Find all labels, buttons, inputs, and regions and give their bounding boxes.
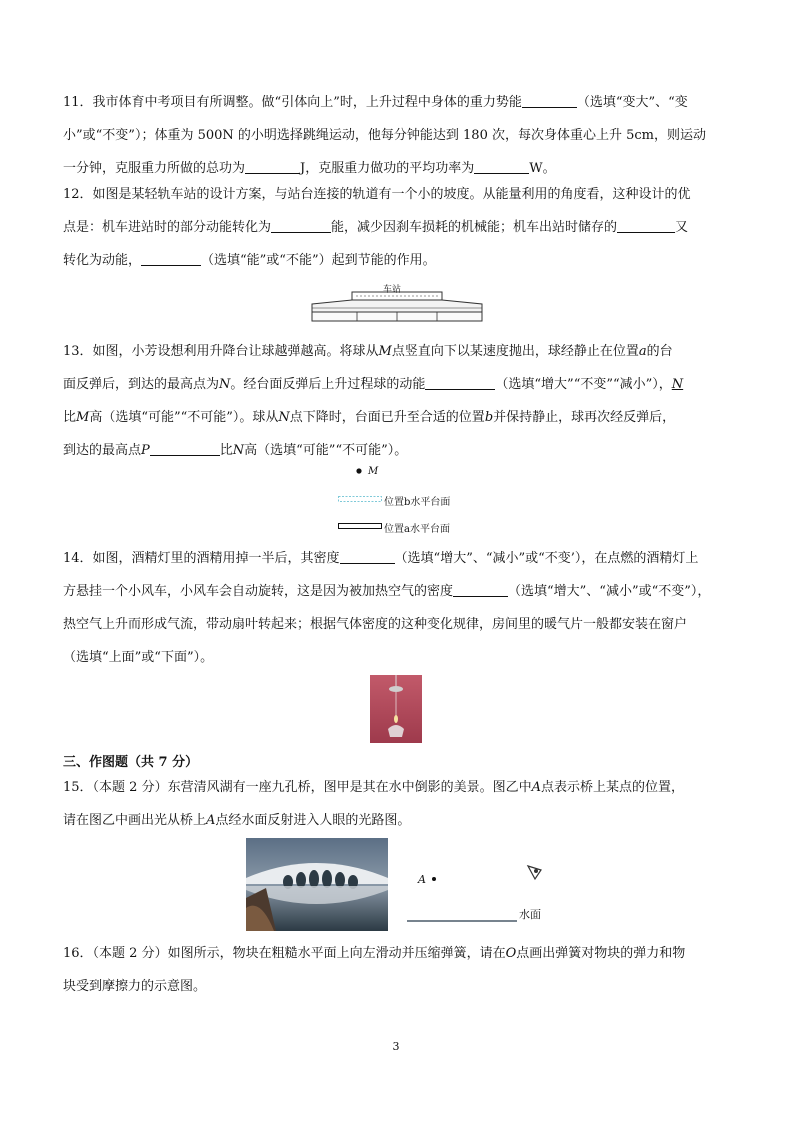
- symbol-N: N: [278, 410, 290, 425]
- page-number: 3: [392, 1040, 400, 1053]
- q12-text: 转化为动能，: [63, 253, 142, 268]
- q12-text: 点是：机车进站时的部分动能转化为: [63, 220, 272, 235]
- answer-blank: [150, 441, 220, 456]
- eye-icon: [525, 862, 545, 882]
- ball-dot-icon: [354, 466, 364, 476]
- symbol-A: A: [206, 813, 216, 828]
- q15-text: 点表示桥上某点的位置，: [540, 780, 684, 795]
- point-A-dot-icon: [430, 875, 438, 883]
- fig-label-M: M: [368, 466, 379, 477]
- symbol-a: a: [638, 344, 647, 359]
- water-surface-label: 水面: [519, 908, 541, 921]
- answer-blank: [271, 218, 331, 233]
- q12-text: 又: [675, 220, 689, 235]
- fig-label-A: A: [418, 873, 426, 886]
- q12-text: 能，减少因刹车损耗的机械能；机车出站时储存的: [331, 220, 618, 235]
- q14-text: 14．如图，酒精灯里的酒精用掉一半后，其密度: [63, 551, 340, 566]
- q13-text: 比: [219, 443, 233, 458]
- answer-blank: [425, 375, 495, 390]
- answer-blank: [474, 159, 529, 174]
- q14-text: （选填“上面”或“下面”）。: [63, 650, 214, 665]
- q11-text: 小”或“不变”）；体重为 500N 的小明选择跳绳运动，他每分钟能达到 180 次，每次身体重心上升 5cm，则运动: [63, 128, 706, 143]
- q15-text: 点经水面反射进入人眼的光路图。: [215, 813, 411, 828]
- symbol-N: N: [671, 377, 684, 392]
- platform-b-label: 位置b水平台面: [384, 497, 451, 508]
- platform-b-icon: [338, 496, 382, 504]
- q13-text: 点下降时，台面已升至合适的位置: [289, 410, 485, 425]
- question-13: [63, 335, 735, 467]
- question-15: [63, 771, 735, 837]
- station-label: 车站: [383, 285, 402, 295]
- symbol-N: N: [219, 377, 231, 392]
- symbol-P: P: [141, 443, 150, 458]
- q11-text: J，克服重力做功的平均功率为: [300, 161, 475, 176]
- q13-text: 面反弹后，到达的最高点为: [63, 377, 220, 392]
- q13-text: 高（选填“可能”“不可能”）。球从: [89, 410, 279, 425]
- section-heading: 三、作图题（共 7 分）: [63, 755, 199, 770]
- q13-text: 到达的最高点: [63, 443, 142, 458]
- q13-text: 比: [63, 410, 77, 425]
- answer-blank: [141, 251, 201, 266]
- q11-text: 11．我市体育中考项目有所调整。做“引体向上”时，上升过程中身体的重力势能: [63, 95, 522, 110]
- q14-text: 热空气上升而形成气流，带动扇叶转起来；根据气体密度的这种变化规律，房间里的暖气片一般都安装在窗户: [63, 617, 688, 632]
- platform-a-label: 位置a水平台面: [384, 524, 450, 535]
- q14-text: （选填“增大”、“减小”或“不变’），在点燃的酒精灯上: [394, 551, 699, 566]
- answer-blank: [245, 159, 300, 174]
- question-14: [63, 542, 735, 674]
- q11-text: W。: [529, 161, 556, 176]
- bridge-photo: [246, 838, 388, 931]
- symbol-M: M: [378, 344, 392, 359]
- q13-text: 并保持静止，球再次经反弹后，: [493, 410, 676, 425]
- question-16: [63, 937, 735, 1003]
- q12-text: 12．如图是某轻轨车站的设计方案，与站台连接的轨道有一个小的坡度。从能量利用的角度看，这种设计的优: [63, 187, 691, 202]
- symbol-M: M: [76, 410, 90, 425]
- symbol-N: N: [232, 443, 245, 458]
- answer-blank: [340, 549, 395, 564]
- q16-text: 16．（本题 2 分）如图所示，物块在粗糙水平面上向左滑动并压缩弹簧，请在: [63, 946, 506, 961]
- answer-blank: [522, 93, 577, 108]
- q14-text: （选填“增大”、“减小”或“不变”），: [508, 584, 711, 599]
- answer-blank: [617, 218, 675, 233]
- q13-text: 高（选填“可能”“不可能”）。: [244, 443, 408, 458]
- q15-text: 15．（本题 2 分）东营清风湖有一座九孔桥，图甲是其在水中倒影的美景。图乙中: [63, 780, 532, 795]
- alcohol-lamp-photo: [370, 675, 422, 743]
- symbol-O: O: [505, 946, 517, 961]
- q13-text: 。经台面反弹后上升过程球的动能: [230, 377, 426, 392]
- station-figure: [312, 290, 482, 326]
- question-12: [63, 178, 735, 277]
- q13-text: （选填“增大”“不变”“减小”），: [495, 377, 672, 392]
- platform-a-icon: [338, 523, 382, 531]
- q11-text: 一分钟，克服重力所做的总功为: [63, 161, 246, 176]
- q11-text: （选填“变大”、“变: [576, 95, 688, 110]
- q13-text: 13．如图，小芳设想利用升降台让球越弹越高。将球从: [63, 344, 379, 359]
- q14-text: 方悬挂一个小风车，小风车会自动旋转，这是因为被加热空气的密度: [63, 584, 454, 599]
- question-11: [63, 86, 735, 185]
- q12-text: （选填“能”或“不能”）起到节能的作用。: [201, 253, 436, 268]
- q13-text: 点竖直向下以某速度抛出，球经静止在位置: [391, 344, 639, 359]
- q16-text: 点画出弹簧对物块的弹力和物: [516, 946, 686, 961]
- symbol-b: b: [484, 410, 494, 425]
- q16-text: 块受到摩擦力的示意图。: [63, 979, 207, 994]
- q15-text: 请在图乙中画出光从桥上: [63, 813, 207, 828]
- q13-text: 的台: [646, 344, 673, 359]
- answer-blank: [453, 582, 508, 597]
- symbol-A: A: [531, 780, 541, 795]
